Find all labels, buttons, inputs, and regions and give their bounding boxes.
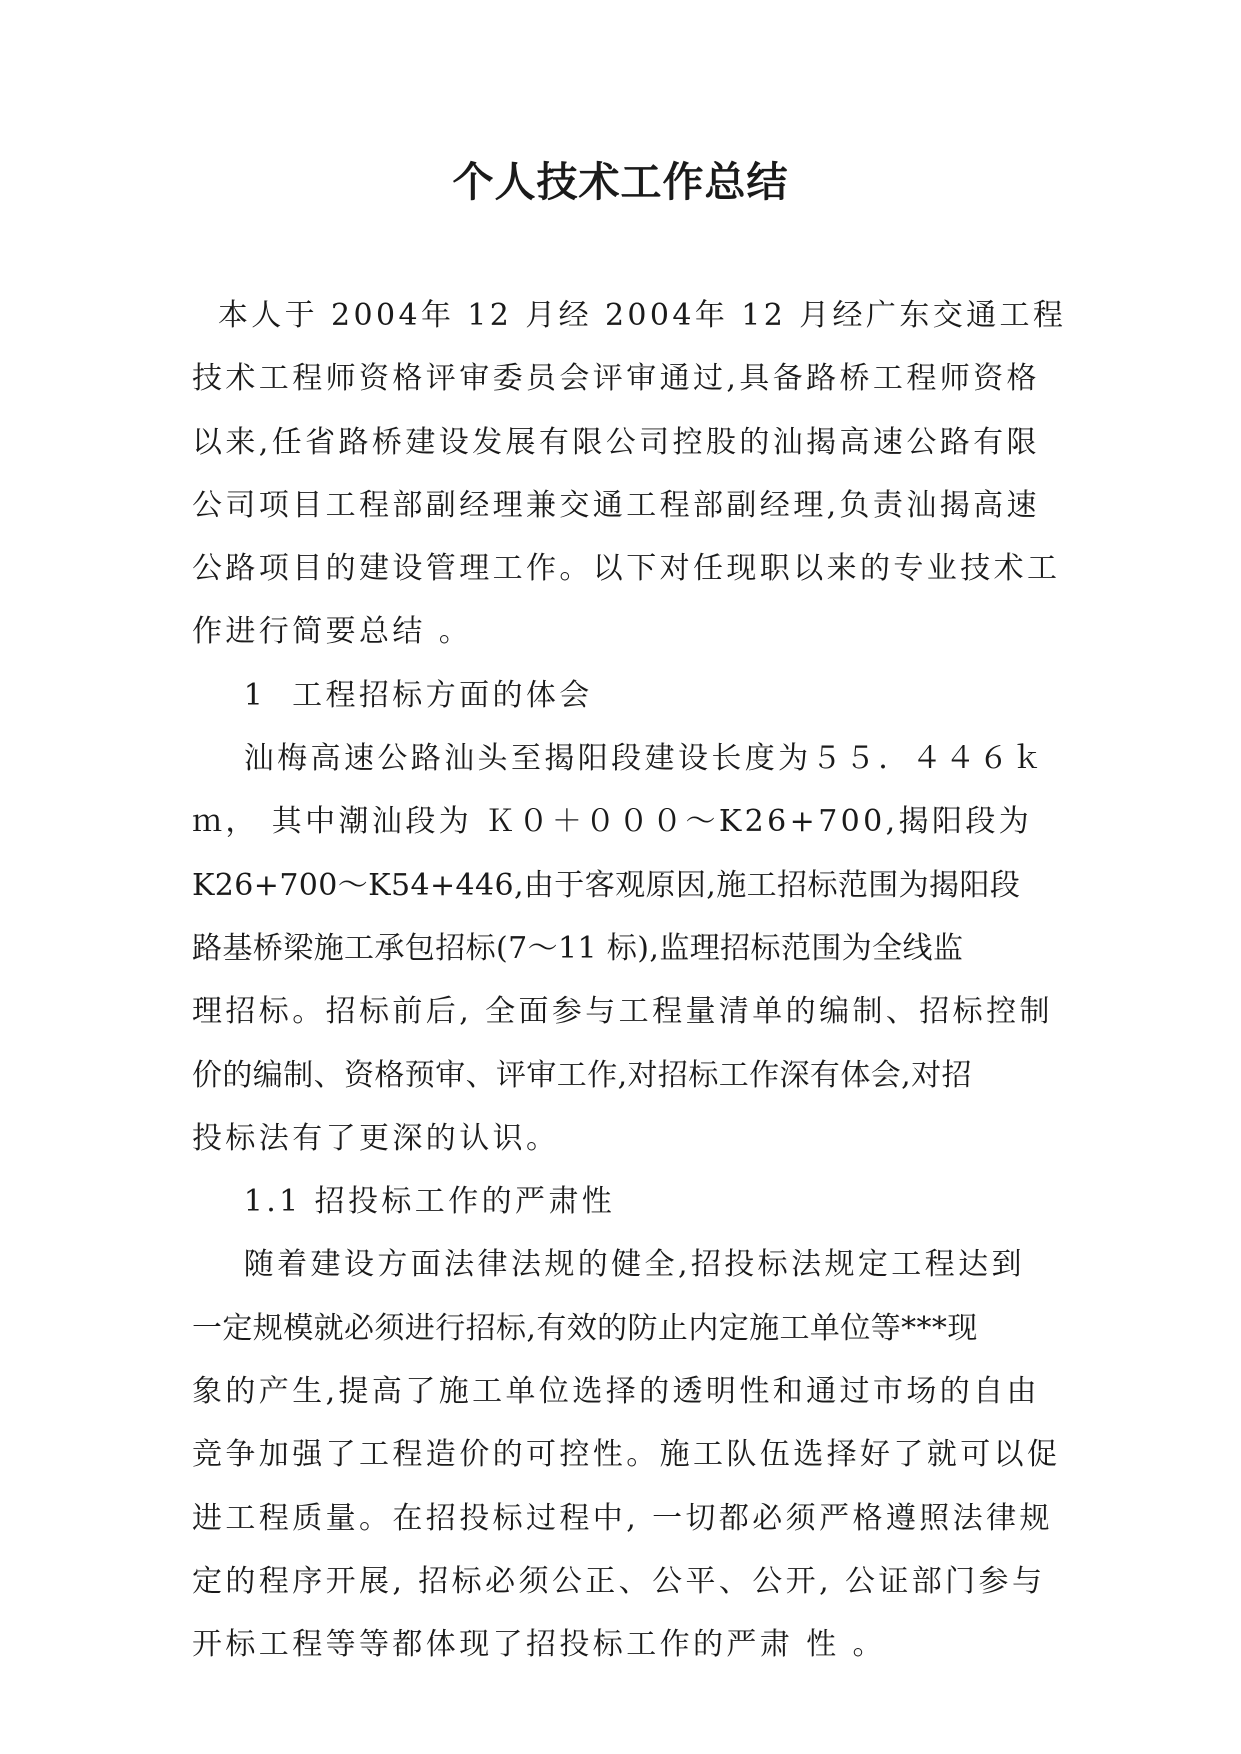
body-line: 技术工程师资格评审委员会评审通过,具备路桥工程师资格 — [192, 361, 1040, 397]
body-line: ｍ， 其中潮汕段为 Ｋ０＋０００～K26+700,揭阳段为 — [192, 804, 1033, 840]
body-line: 公司项目工程部副经理兼交通工程部副经理,负责汕揭高速 — [192, 487, 1040, 523]
body-line: 作进行简要总结 。 — [192, 614, 473, 650]
body-line: 价的编制、资格预审、评审工作,对招标工作深有体会,对招 — [192, 1057, 972, 1093]
body-line: 开标工程等等都体现了招投标工作的严肃 性 。 — [192, 1627, 886, 1663]
body-line: 象的产生,提高了施工单位选择的透明性和通过市场的自由 — [192, 1374, 1040, 1410]
body-line: 竞争加强了工程造价的可控性。施工队伍选择好了就可以促 — [192, 1437, 1061, 1473]
body-line: 以来,任省路桥建设发展有限公司控股的汕揭高速公路有限 — [192, 424, 1040, 460]
body-line: 汕梅高速公路汕头至揭阳段建设长度为５５．４４６ｋ — [192, 741, 1046, 777]
body-line: 理招标。招标前后, 全面参与工程量清单的编制、招标控制 — [192, 994, 1053, 1030]
body-line: 本人于 2004年 12 月经 2004年 12 月经广东交通工程 — [192, 298, 1067, 333]
body-line: 投标法有了更深的认识。 — [192, 1120, 560, 1156]
body-line: 公路项目的建设管理工作。以下对任现职以来的专业技术工 — [192, 551, 1061, 587]
document-title: 个人技术工作总结 — [452, 158, 789, 206]
body-line: 路基桥梁施工承包招标(7～11 标),监理招标范围为全线监 — [192, 930, 964, 966]
body-line: 随着建设方面法律法规的健全,招投标法规定工程达到 — [192, 1247, 1025, 1283]
body-line: 一定规模就必须进行招标,有效的防止内定施工单位等***现 — [192, 1310, 978, 1346]
body-line: 进工程质量。在招投标过程中, 一切都必须严格遵照法律规 — [192, 1500, 1053, 1536]
section-heading: 1 工程招标方面的体会 — [192, 677, 593, 713]
body-line: 定的程序开展, 招标必须公正、公平、公开, 公证部门参与 — [192, 1563, 1046, 1599]
document-body — [192, 284, 1067, 1677]
subsection-heading: 1.1 招投标工作的严肃性 — [192, 1184, 616, 1220]
body-line: K26+700～K54+446,由于客观原因,施工招标范围为揭阳段 — [192, 867, 1021, 903]
